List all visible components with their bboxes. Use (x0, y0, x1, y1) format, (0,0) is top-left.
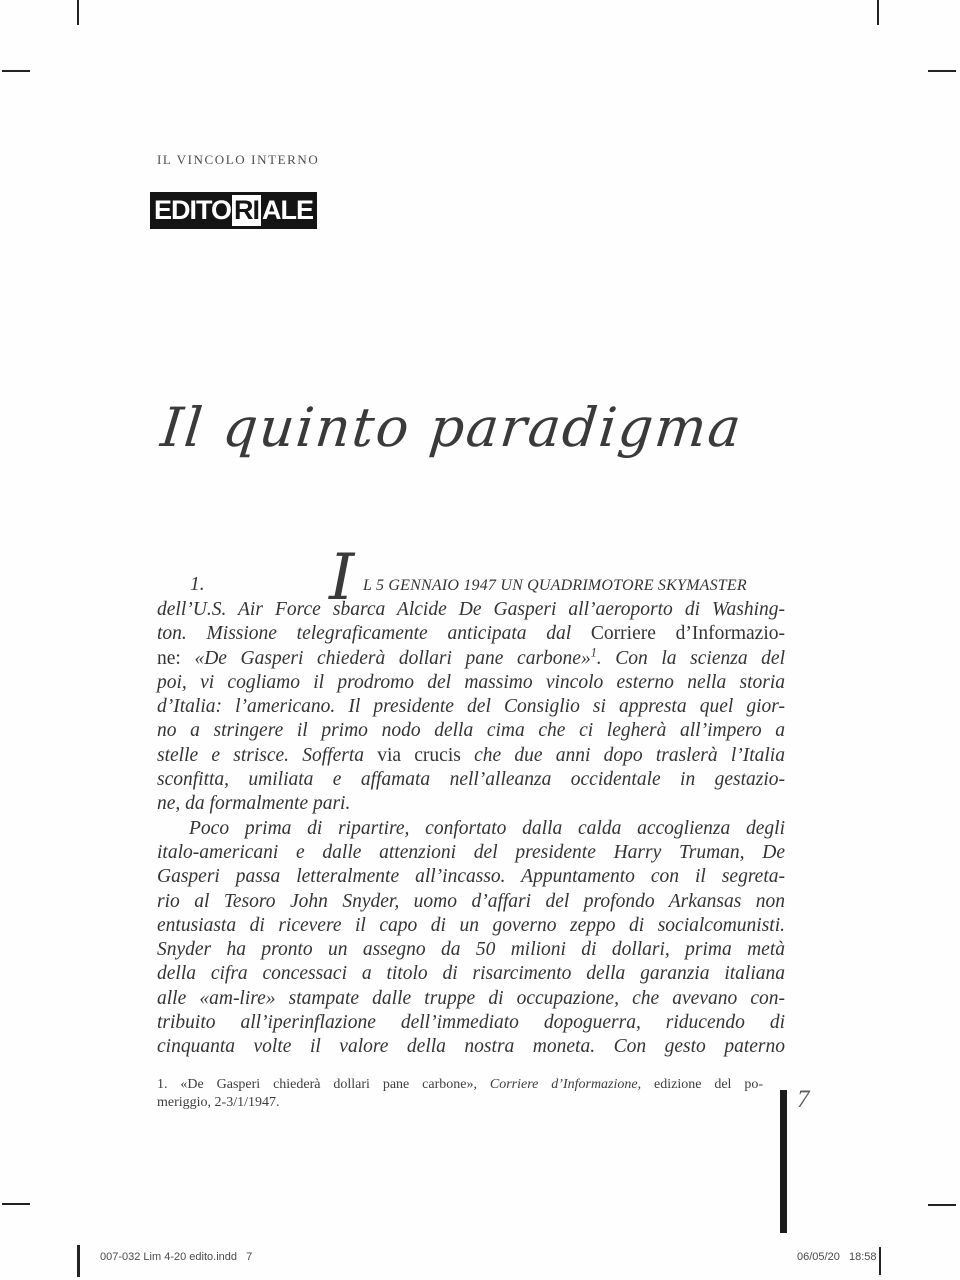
text-line: no a stringere il primo nodo della cima che ci legherà all’impero a (157, 720, 785, 742)
page-number: 7 (797, 1086, 810, 1113)
text-line: entusiasta di ricevere il capo di un governo zeppo di socialcomunisti. (157, 914, 785, 936)
logo-segment: EDITO (154, 195, 232, 225)
crop-mark-top-left-vertical (77, 0, 79, 25)
first-line-smallcaps: L 5 GENNAIO 1947 UN QUADRIMOTORE SKYMASTER (363, 577, 747, 594)
text-line: italo-americani e dalle attenzioni del presidente Harry Truman, De (157, 841, 785, 863)
logo-segment: RI (234, 195, 260, 225)
body-lines (157, 598, 785, 1060)
text-line: poi, vi cogliamo il prodromo del massimo vincolo esterno nella storia (157, 671, 785, 693)
text-line: Snyder ha pronto un assegno da 50 milioni di dollari, prima metà (157, 939, 785, 961)
text-line: 1. «De Gasperi chiederà dollari pane carbone», Corriere d’Informazione, edizione del po- (157, 1077, 764, 1092)
crop-mark-top-left-horizontal (2, 70, 30, 72)
text-line: Poco prima di ripartire, confortato dalla calda accoglienza degli (189, 817, 785, 839)
text-line: tribuito all’iperinflazione dell’immediato dopoguerra, riducendo di (157, 1012, 785, 1034)
crop-mark-top-right-vertical (877, 0, 879, 25)
crop-mark-bottom-left-vertical (77, 1245, 80, 1277)
text-line: d’Italia: l’americano. Il presidente del Consiglio si appresta quel gior- (157, 696, 785, 718)
body-text (157, 541, 786, 1060)
logo-segment: ALE (262, 195, 314, 225)
footer-date: 06/05/20 (797, 1251, 840, 1263)
page-number-bar (780, 1090, 787, 1233)
text-line: stelle e strisce. Sofferta via crucis che due anni dopo traslerà l’Italia (157, 744, 785, 766)
drop-cap: I (329, 541, 355, 615)
text-line: alle «am-lire» stampate dalle truppe di occupazione, che avevano con- (157, 987, 785, 1009)
footer-filename: 007-032 Lim 4-20 edito.indd 7 (100, 1251, 253, 1263)
text-line: Gasperi passa letteralmente all’incasso. Appuntamento con il segreta- (157, 866, 785, 888)
running-head: IL VINCOLO INTERNO (157, 152, 320, 167)
article-title: Il quinto paradigma (158, 396, 746, 459)
text-line: rio al Tesoro John Snyder, uomo d’affari del profondo Arkansas non (157, 890, 785, 912)
section-number: 1. (190, 574, 205, 595)
text-line: della cifra concessaci a titolo di risarcimento della garanzia italiana (157, 963, 785, 985)
crop-mark-top-right-horizontal (928, 70, 956, 72)
text-line: sconfitta, umiliata e affamata nell’alleanza occidentale in gestazio- (157, 769, 785, 791)
text-line: ton. Missione telegraficamente anticipata dal Corriere d’Informazio- (157, 623, 785, 645)
crop-mark-bottom-left-horizontal (2, 1203, 30, 1205)
crop-mark-bottom-right-vertical (879, 1247, 881, 1275)
text-line: ne, da formalmente pari. (157, 793, 351, 815)
text-line: meriggio, 2-3/1/1947. (157, 1094, 280, 1110)
crop-mark-bottom-right-horizontal (928, 1204, 956, 1206)
footer-datetime (797, 1251, 877, 1263)
text-line: cinquanta volte il valore della nostra moneta. Con gesto paterno (157, 1036, 785, 1058)
footer-time: 18:58 (849, 1251, 877, 1263)
editoriale-logo (150, 192, 317, 229)
text-line: ne: «De Gasperi chiederà dollari pane carbone»$^1$. Con la scienza del (157, 645, 786, 669)
text-line: dell’U.S. Air Force sbarca Alcide De Gasperi all’aeroporto di Washing- (157, 599, 785, 620)
footnote (157, 1076, 763, 1111)
